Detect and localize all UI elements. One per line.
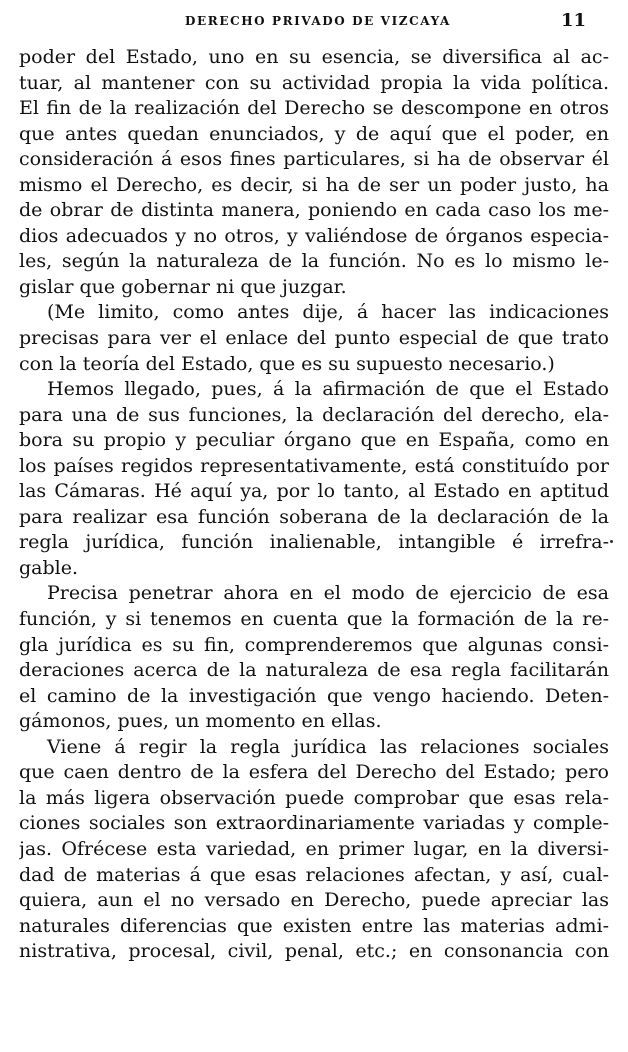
- text-line: les, según la naturaleza de la función. No es lo mismo le-: [19, 250, 609, 273]
- text-line: Precisa penetrar ahora en el modo de ejercicio de esa: [47, 582, 609, 605]
- page-number: 11: [561, 10, 587, 31]
- text-line: nistrativa, procesal, civil, penal, etc.; en consonancia con: [19, 940, 609, 963]
- text-line: gla jurídica es su fin, comprenderemos que algunas consi-: [19, 633, 609, 656]
- text-line: mismo el Derecho, es decir, si ha de ser un poder justo, ha: [19, 173, 609, 196]
- text-line: naturales diferencias que existen entre las materias admi-: [19, 914, 609, 937]
- text-line: Hemos llegado, pues, á la afirmación de que el Estado: [47, 378, 609, 401]
- text-line: de obrar de distinta manera, poniendo en cada caso los me-: [19, 199, 609, 222]
- text-line: dios adecuados y no otros, y valiéndose de órganos especia-: [19, 224, 609, 247]
- page-header: [0, 10, 628, 34]
- text-line: tuar, al mantener con su actividad propia la vida política.: [19, 71, 609, 94]
- text-line: gislar que gobernar ni que juzgar.: [19, 275, 347, 298]
- text-line: el camino de la investigación que vengo haciendo. Deten-: [19, 684, 609, 707]
- text-line: la más ligera observación puede comprobar que esas rela-: [19, 786, 609, 809]
- text-line: precisas para ver el enlace del punto especial de que trato: [19, 327, 609, 350]
- text-line: jas. Ofrécese esta variedad, en primer lugar, en la diversi-: [19, 837, 609, 860]
- text-line: dad de materias á que esas relaciones afectan, y así, cual-: [19, 863, 609, 886]
- text-line: que caen dentro de la esfera del Derecho del Estado; pero: [19, 761, 609, 784]
- text-line: bora su propio y peculiar órgano que en España, como en: [19, 429, 609, 452]
- text-line: quiera, aun el no versado en Derecho, puede apreciar las: [19, 889, 609, 912]
- text-line: gable.: [19, 556, 79, 579]
- text-line: El fin de la realización del Derecho se descompone en otros: [19, 97, 609, 120]
- running-head: DERECHO PRIVADO DE VIZCAYA: [185, 14, 451, 28]
- text-line: Viene á regir la regla jurídica las relaciones sociales: [47, 735, 609, 758]
- body-text: [19, 45, 609, 965]
- print-speck: [610, 540, 613, 543]
- text-line: las Cámaras. Hé aquí ya, por lo tanto, al Estado en aptitud: [19, 480, 609, 503]
- text-line: deraciones acerca de la naturaleza de esa regla facilitarán: [19, 659, 609, 682]
- text-line: función, y si tenemos en cuenta que la formación de la re-: [19, 608, 609, 631]
- text-line: para realizar esa función soberana de la declaración de la: [19, 505, 609, 528]
- text-line: los países regidos representativamente, está constituído por: [19, 454, 609, 477]
- text-line: con la teoría del Estado, que es su supuesto necesario.): [19, 352, 555, 375]
- text-line: ciones sociales son extraordinariamente variadas y comple-: [19, 812, 609, 835]
- text-line: regla jurídica, función inalienable, intangible é irrefra-: [19, 531, 609, 554]
- text-line: poder del Estado, uno en su esencia, se diversifica al ac-: [19, 46, 609, 68]
- text-line: gámonos, pues, un momento en ellas.: [19, 710, 382, 733]
- text-line: consideración á esos fines particulares, si ha de observar él: [19, 148, 609, 171]
- text-line: que antes quedan enunciados, y de aquí que el poder, en: [19, 122, 609, 145]
- text-line: para una de sus funciones, la declaración del derecho, ela-: [19, 403, 609, 426]
- text-line: (Me limito, como antes dije, á hacer las indicaciones: [47, 301, 609, 324]
